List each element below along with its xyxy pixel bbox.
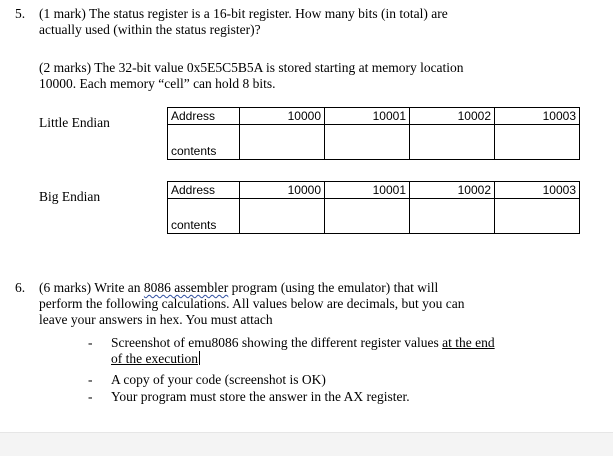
text-cursor: [199, 351, 200, 365]
bullet-3-text: Your program must store the answer in the AX register.: [111, 389, 410, 404]
address-cell: 10001: [325, 182, 410, 199]
contents-cell[interactable]: [410, 125, 495, 160]
question-6-line-1-pre: (6 marks) Write an: [39, 280, 144, 295]
little-endian-address-row: [168, 108, 580, 125]
address-cell: 10002: [410, 182, 495, 199]
contents-label: contents: [168, 199, 240, 234]
contents-cell[interactable]: [325, 125, 410, 160]
page-footer-bar: [0, 432, 613, 456]
contents-cell[interactable]: [495, 125, 580, 160]
question-6-line-1-post: program (using the emulator) that will: [228, 280, 439, 295]
address-header: Address: [168, 108, 240, 125]
question-6-line-3: leave your answers in hex. You must attach: [39, 312, 273, 327]
question-6-number: 6.: [15, 280, 26, 295]
bullet-1-line-2: [111, 351, 200, 367]
little-endian-contents-row: [168, 125, 580, 160]
question-6-line-2: perform the following calculations. All values below are decimals, but you can: [39, 296, 465, 311]
spellcheck-flagged-text: 8086 assembler: [143, 280, 229, 295]
address-cell: 10001: [325, 108, 410, 125]
question-5-line-2: actually used (within the status register)?: [39, 22, 261, 37]
contents-cell[interactable]: [325, 199, 410, 234]
contents-cell[interactable]: [410, 199, 495, 234]
big-endian-label: Big Endian: [39, 189, 101, 204]
question-5-number: 5.: [15, 6, 26, 21]
address-cell: 10000: [240, 182, 325, 199]
contents-cell[interactable]: [240, 199, 325, 234]
contents-cell[interactable]: [240, 125, 325, 160]
contents-label: contents: [168, 125, 240, 160]
bullet-dash: -: [88, 335, 93, 350]
address-cell: 10000: [240, 108, 325, 125]
big-endian-table: [167, 181, 580, 234]
question-5-part2-line-1: (2 marks) The 32-bit value 0x5E5C5B5A is stored starting at memory location: [39, 60, 464, 75]
little-endian-label: Little Endian: [39, 115, 110, 130]
address-cell: 10002: [410, 108, 495, 125]
contents-cell[interactable]: [495, 199, 580, 234]
big-endian-contents-row: [168, 199, 580, 234]
address-cell: 10003: [495, 182, 580, 199]
question-5-line-1: (1 mark) The status register is a 16-bit register. How many bits (in total) are: [39, 6, 448, 21]
bullet-1-underlined: at the end: [442, 335, 495, 350]
bullet-1-line-1: [111, 335, 495, 351]
question-6-line-1: [39, 280, 438, 296]
bullet-dash: -: [88, 389, 93, 404]
bullet-dash: -: [88, 372, 93, 387]
bullet-1-text: Screenshot of emu8086 showing the different register values: [111, 335, 443, 350]
bullet-2-text: A copy of your code (screenshot is OK): [111, 372, 326, 387]
bullet-1-underlined-continued: of the execution: [111, 351, 198, 366]
question-5-part2-line-2: 10000. Each memory “cell” can hold 8 bits.: [39, 76, 276, 91]
little-endian-table: [167, 107, 580, 160]
address-header: Address: [168, 182, 240, 199]
big-endian-address-row: [168, 182, 580, 199]
address-cell: 10003: [495, 108, 580, 125]
